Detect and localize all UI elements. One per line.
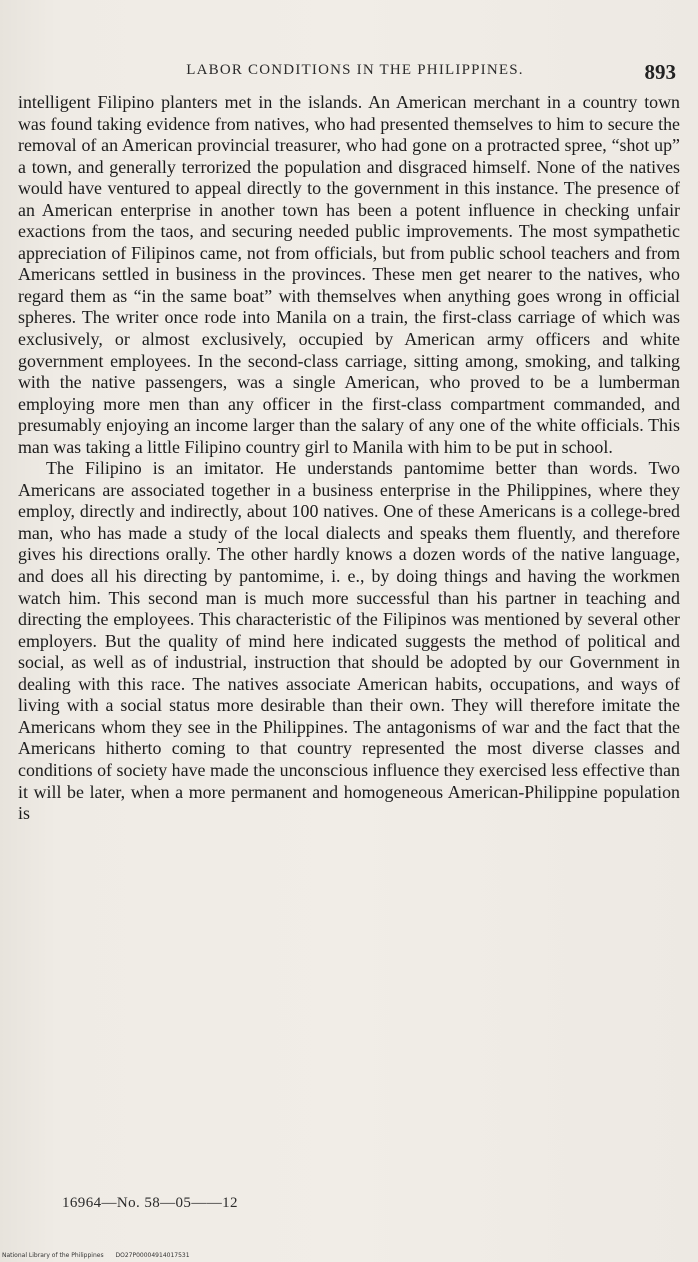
scan-footer bbox=[2, 1252, 200, 1259]
paragraph-filipino-imitator: The Filipino is an imitator. He understands pantomime better than words. Two Americans are associated together in a business enterprise in the Philippines, where they employ, directly and indirectly, about 100 natives. One of these Americans is a college-bred man, who has made a study of the local dialects and speaks them fluently, and therefore gives his directions orally. The other hardly knows a dozen words of the native language, and does all his directing by pantomime, i. e., by doing things and having the workmen watch him. This second man is much more successful than his partner in teaching and directing the employees. This characteristic of the Filipinos was mentioned by several other employers. But the quality of mind here indicated suggests the method of political and social, as well as of industrial, instruction that should be adopted by our Government in dealing with this race. The natives associate American habits, occupations, and ways of living with a social status more desirable than their own. They will therefore imitate the Americans whom they see in the Philippines. The antagonisms of war and the fact that the Americans hitherto coming to that country represented the most diverse classes and conditions of society have made the unconscious influence they exercised less effective than it will be later, when a more permanent and homogeneous American-Philippine population is bbox=[18, 458, 680, 824]
running-title: LABOR CONDITIONS IN THE PHILIPPINES. bbox=[186, 62, 524, 78]
library-credit: National Library of the Philippines bbox=[2, 1252, 104, 1259]
page-number: 893 bbox=[644, 60, 676, 84]
body-text bbox=[18, 92, 680, 825]
printer-signature-mark: 16964—No. 58—05——12 bbox=[62, 1195, 238, 1211]
paragraph-continued: intelligent Filipino planters met in the islands. An American merchant in a country town was found taking evidence from natives, who had presented themselves to him to secure the removal of an American provincial treasurer, who had gone on a protracted spree, “shot up” a town, and generally terrorized the population and disgraced himself. None of the natives would have ventured to appeal directly to the government in this instance. The presence of an American enterprise in another town has been a potent influence in checking unfair exactions from the taos, and securing needed public improvements. The most sympathetic appreciation of Filipinos came, not from officials, but from public school teachers and from Americans settled in business in the provinces. These men get nearer to the natives, who regard them as “in the same boat” with themselves when anything goes wrong in official spheres. The writer once rode into Manila on a train, the first-class carriage of which was exclusively, or almost exclusively, occupied by American army officers and white government employees. In the second-class carriage, sitting among, smoking, and talking with the native passengers, was a single American, who proved to be a lumberman employing more men than any officer in the first-class compartment commanded, and presumably enjoying an income larger than the salary of any one of the white officials. This man was taking a little Filipino country girl to Manila with him to be put in school. bbox=[18, 92, 680, 457]
scan-id: DO27P00004914017531 bbox=[115, 1252, 190, 1259]
